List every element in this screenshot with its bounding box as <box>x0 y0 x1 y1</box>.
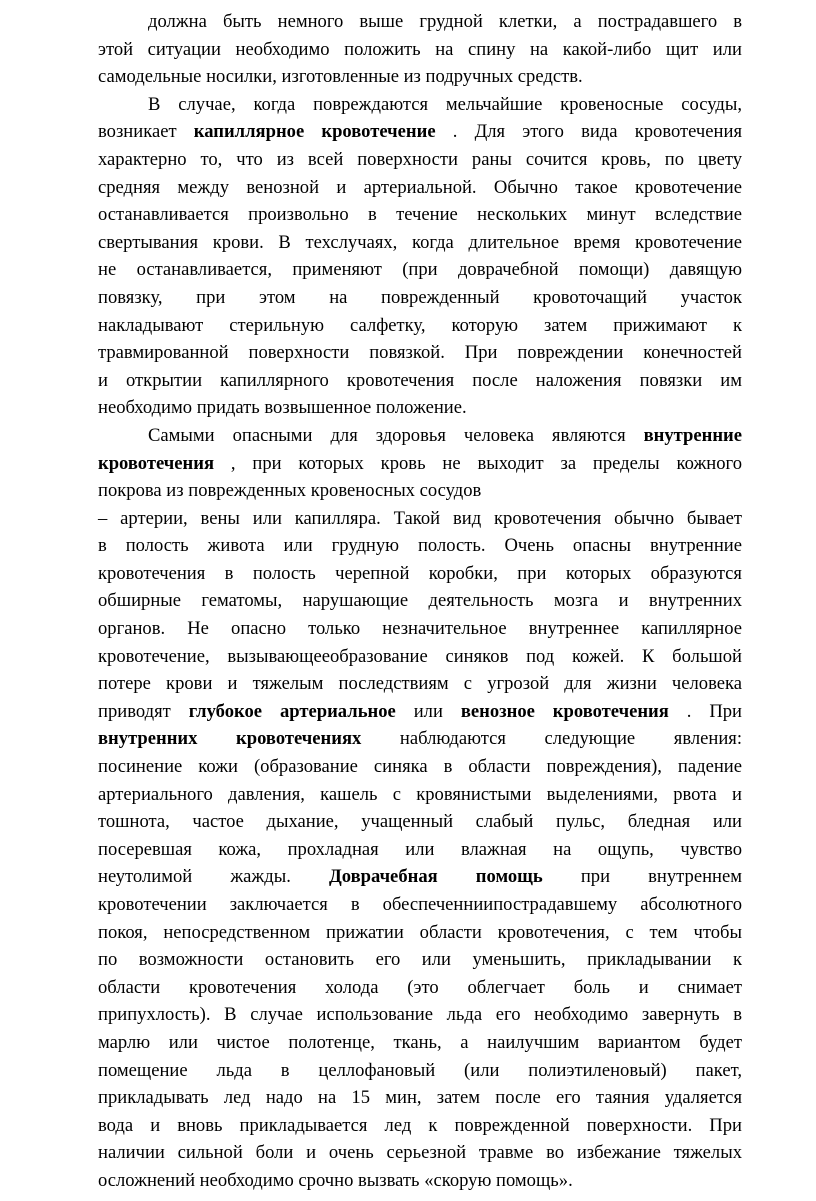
text-segment: . При <box>668 700 742 722</box>
text-segment: возникает <box>98 121 194 143</box>
text-line <box>98 1084 742 1112</box>
text-line <box>98 36 742 64</box>
text-segment: обширные гематомы, нарушающие деятельность мозга и внутренних <box>98 590 742 612</box>
bold-term: капиллярное кровотечение <box>193 121 436 143</box>
text-segment: кровотечения в полость черепной коробки, при которых образуются <box>98 562 742 584</box>
text-segment: приводят <box>98 700 189 722</box>
text-line <box>98 146 742 174</box>
bold-term: кровотечения <box>98 452 215 474</box>
text-line <box>98 312 742 340</box>
text-segment: марлю или чистое полотенце, ткань, а наилучшим вариантом будет <box>98 1031 742 1053</box>
bold-term: внутренние <box>643 424 742 446</box>
text-segment: должна быть немного выше грудной клетки, а пострадавшего в <box>148 11 742 32</box>
text-segment: вода и вновь прикладывается лед к поврежденной поверхности. При <box>98 1114 742 1136</box>
text-line <box>98 753 742 781</box>
text-line <box>98 8 742 36</box>
text-line <box>98 174 742 202</box>
text-segment: прикладывать лед надо на 15 мин, затем после его таяния удаляется <box>98 1087 742 1109</box>
text-segment: неутолимой жажды. <box>98 866 330 888</box>
text-line <box>98 477 742 505</box>
text-line <box>98 863 742 891</box>
text-segment: при внутреннем <box>542 866 743 888</box>
text-line <box>98 1001 742 1029</box>
text-segment: тошнота, частое дыхание, учащенный слабый пульс, бледная или <box>98 811 742 833</box>
text-segment: по возможности остановить его или уменьшить, прикладывании к <box>98 949 742 971</box>
text-line <box>98 891 742 919</box>
text-segment: органов. Не опасно только незначительное внутреннее капиллярное <box>98 618 742 640</box>
text-line <box>98 974 742 1002</box>
text-segment: повязку, при этом на поврежденный кровоточащий участок <box>98 286 742 308</box>
text-segment: наблюдаются следующие явления: <box>361 728 743 750</box>
text-segment: Самыми опасными для здоровья человека являются <box>148 424 644 446</box>
text-line <box>98 450 742 478</box>
text-line <box>98 808 742 836</box>
text-segment: свертывания крови. В техслучаях, когда длительное время кровотечение <box>98 231 742 253</box>
text-segment: посеревшая кожа, прохладная или влажная на ощупь, чувство <box>98 838 742 860</box>
text-line <box>98 229 742 257</box>
text-line <box>98 367 742 395</box>
text-segment: области кровотечения холода (это облегчает боль и снимает <box>98 976 742 998</box>
text-segment: накладывают стерильную салфетку, которую затем прижимают к <box>98 314 742 336</box>
text-line <box>98 1167 742 1195</box>
text-line <box>98 946 742 974</box>
text-line <box>98 670 742 698</box>
text-line <box>98 1112 742 1140</box>
text-segment: покрова из поврежденных кровеносных сосудов <box>98 480 482 502</box>
text-line <box>98 284 742 312</box>
text-line <box>98 91 742 119</box>
bold-term: венозное кровотечения <box>460 700 669 722</box>
text-line <box>98 919 742 947</box>
text-segment: – артерии, вены или капилляра. Такой вид кровотечения обычно бывает <box>98 507 742 529</box>
text-line <box>98 781 742 809</box>
text-segment: , при которых кровь не выходит за пределы кожного <box>214 452 742 474</box>
text-line <box>98 836 742 864</box>
text-line <box>98 339 742 367</box>
text-line <box>98 422 742 450</box>
text-segment: наличии сильной боли и очень серьезной травме во избежание тяжелых <box>98 1142 742 1164</box>
bold-term: глубокое артериальное <box>188 700 396 722</box>
text-segment: необходимо придать возвышенное положение. <box>98 397 467 419</box>
text-segment: характерно то, что из всей поверхности раны сочится кровь, по цвету <box>98 148 742 170</box>
bold-term: Доврачебная помощь <box>329 866 543 888</box>
text-line <box>98 201 742 229</box>
text-line <box>98 118 742 146</box>
text-line <box>98 505 742 533</box>
text-segment: помещение льда в целлофановый (или полиэтиленовый) пакет, <box>98 1059 742 1081</box>
text-line <box>98 1029 742 1057</box>
text-line <box>98 1057 742 1085</box>
text-segment: и открытии капиллярного кровотечения после наложения повязки им <box>98 369 742 391</box>
text-segment: в полость живота или грудную полость. Очень опасны внутренние <box>98 535 742 557</box>
text-line <box>98 643 742 671</box>
text-line <box>98 698 742 726</box>
text-segment: самодельные носилки, изготовленные из подручных средств. <box>98 66 583 88</box>
document-text <box>98 8 742 1195</box>
bold-term: внутренних кровотечениях <box>98 728 362 750</box>
text-segment: припухлость). В случае использование льда его необходимо завернуть в <box>98 1004 742 1026</box>
text-line <box>98 63 742 91</box>
text-segment: кровотечение, вызывающееобразование синяков под кожей. К большой <box>98 645 742 667</box>
text-segment: останавливается произвольно в течение нескольких минут вследствие <box>98 204 742 226</box>
text-segment: посинение кожи (образование синяка в области повреждения), падение <box>98 756 742 778</box>
text-segment: покоя, непосредственном прижатии области кровотечения, с тем чтобы <box>98 921 742 943</box>
text-line <box>98 725 742 753</box>
text-segment: этой ситуации необходимо положить на спину на какой-либо щит или <box>98 38 742 60</box>
text-segment: средняя между венозной и артериальной. Обычно такое кровотечение <box>98 176 742 198</box>
text-segment: не останавливается, применяют (при доврачебной помощи) давящую <box>98 259 742 281</box>
text-segment: осложнений необходимо срочно вызвать «скорую помощь». <box>98 1169 573 1191</box>
text-segment: или <box>395 700 461 722</box>
text-segment: потере крови и тяжелым последствиям с угрозой для жизни человека <box>98 673 742 695</box>
text-line <box>98 256 742 284</box>
text-line <box>98 587 742 615</box>
text-segment: травмированной поверхности повязкой. При повреждении конечностей <box>98 342 742 364</box>
text-line <box>98 1139 742 1167</box>
text-segment: кровотечении заключается в обеспеченниипострадавшему абсолютного <box>98 894 742 915</box>
document-page <box>98 8 742 1195</box>
text-segment: В случае, когда повреждаются мельчайшие кровеносные сосуды, <box>148 93 742 115</box>
text-segment: артериального давления, кашель с кровянистыми выделениями, рвота и <box>98 783 742 805</box>
text-line <box>98 615 742 643</box>
text-line <box>98 532 742 560</box>
text-line <box>98 394 742 422</box>
text-line <box>98 560 742 588</box>
text-segment: . Для этого вида кровотечения <box>435 121 742 143</box>
